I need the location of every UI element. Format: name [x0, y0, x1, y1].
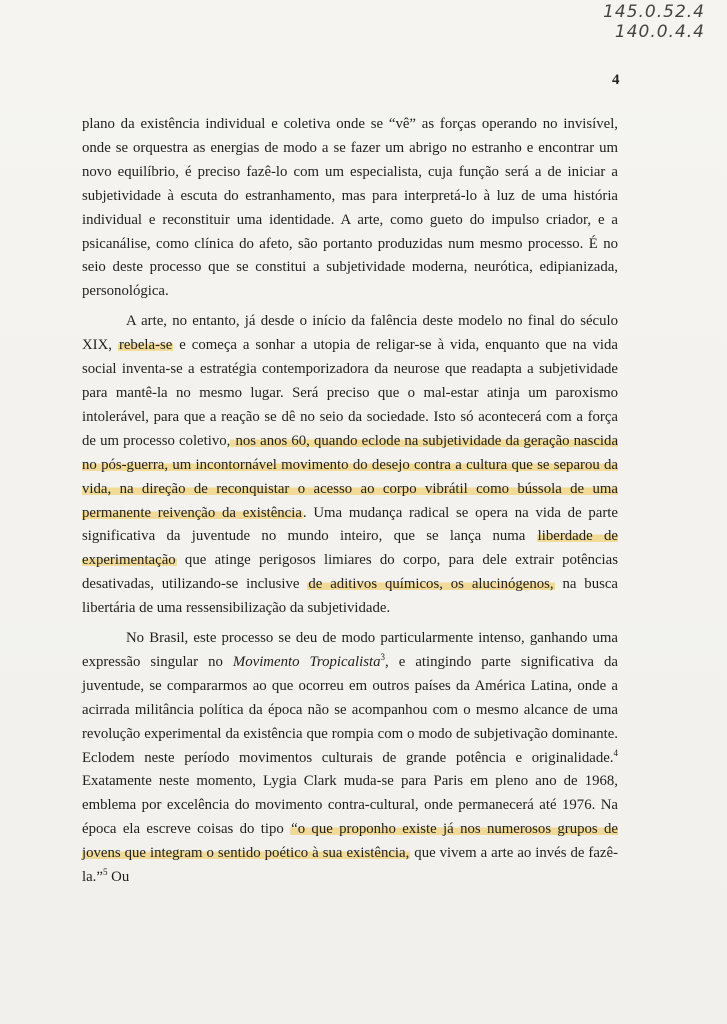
paragraph-3-text: No Brasil, este processo se deu de modo particularmente intenso, ganhando uma expressão singular no: [82, 630, 618, 670]
handwritten-annotation: [585, 2, 705, 42]
highlight: “o que proponho existe já nos numerosos grupos de jovens que integram o sentido poético à sua existência,: [82, 821, 618, 862]
highlight: nos anos 60, quando eclode na subjetividade da geração nascida no pós-guerra, um incontornável movimento do desejo contra a cultura que se separou da vida, na direção de reconquistar o acesso ao corpo vibrátil como bússola de uma permanente reivenção da existência: [82, 432, 619, 521]
paragraph-3-text: Exatamente neste momento, Lygia Clark muda-se para Paris em pleno ano de 1968, emblema por excelência do movimento contra-cultural, onde permanecerá até 1976. Na época ela escreve coisas do tipo: [82, 773, 618, 838]
paragraph-2-text: . Uma mudança radical se opera na vida de parte significativa da juventude no mundo inteiro, que se lança numa: [82, 504, 618, 545]
paragraph-2-text: A arte, no entanto, já desde o início da falência deste modelo no final do século XIX,: [82, 313, 618, 354]
paragraph-3-text: que vivem a arte ao invés de fazê-la.”: [82, 845, 618, 886]
page-number: 4: [612, 72, 620, 88]
annotation-line-1: 145.0.52.4: [603, 2, 705, 22]
annotation-line-2: 140.0.4.4: [614, 22, 705, 42]
body-text: [82, 113, 618, 896]
paragraph-3: [82, 627, 618, 890]
paragraph-2-text: que atinge perigosos limiares do corpo, para dele extrair potências desativadas, utilizando-se inclusive: [82, 552, 618, 593]
highlight: de aditivos químicos, os alucinógenos,: [308, 576, 554, 593]
paragraph-1: plano da existência individual e coletiva onde se “vê” as forças operando no invisível, onde se orquestra as energias de modo a se fazer um abrigo no estranho e encontrar um novo equilíbrio, é preciso fazê-lo com um especialista, cuja função será a de iniciar a subjetividade à escuta do estranhamento, mas para interpretá-lo à luz de uma história individual e reconstituir uma identidade. A arte, como gueto do impulso criador, e a psicanálise, como clínica do afeto, são portanto produzidas num mesmo processo. É no seio deste processo que se constitui a subjetividade moderna, neurótica, edipianizada, personológica.: [82, 116, 618, 300]
italic-term: Movimento Tropicalista: [232, 653, 381, 670]
footnote-ref: 3: [380, 652, 385, 663]
paragraph-2-text: e começa a sonhar a utopia de religar-se à vida, enquanto que na vida social inventa-se a estratégia contemporizadora da neurose que readapta a subjetividade para mantê-la no mesmo lugar. Será preciso que o mal-estar atinja um paroxismo intolerável, para que a reação se dê no seio da sociedade. Isto só acontecerá com a força de um processo coletivo,: [82, 337, 618, 449]
footnote-ref: 5: [102, 867, 108, 878]
highlight: rebela-se: [118, 337, 173, 354]
paragraph-2: [82, 310, 618, 621]
paragraph-2-text: na busca libertária de uma ressensibilização da subjetividade.: [82, 576, 618, 617]
paragraph-3-text: Ou: [107, 869, 130, 886]
highlight: liberdade de experimentação: [82, 528, 618, 569]
paragraph-3-text: , e atingindo parte significativa da juventude, se compararmos ao que ocorreu em outros países da América Latina, onde a acirrada militância política da época não se acompanhou com o mesmo alcance de uma revolução experimental da existência que rompia com o modo de subjetivação dominante. Eclodem neste período movimentos culturais de grande potência e originalidade.: [82, 653, 618, 766]
footnote-ref: 4: [613, 747, 618, 758]
